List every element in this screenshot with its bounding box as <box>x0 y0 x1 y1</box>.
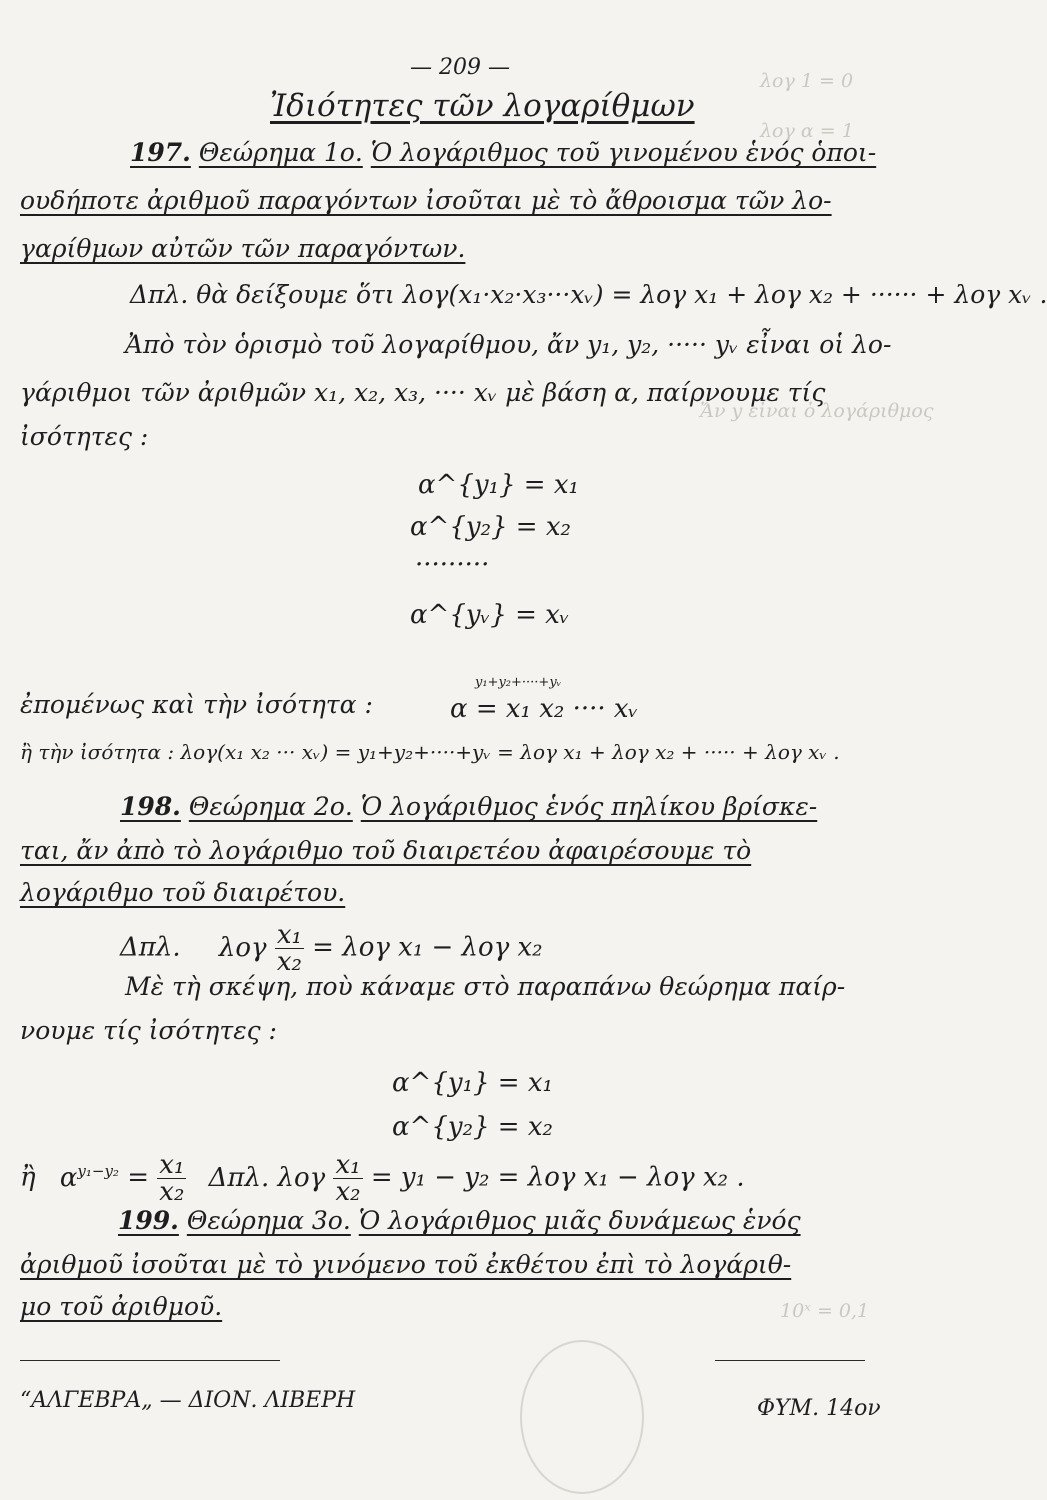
theorem-text: ουδήποτε ἀριθμοῦ παραγόντων ἰσοῦται μὲ τὸ ἄθροισμα τῶν λο- <box>20 186 832 215</box>
proof-statement <box>130 280 1047 309</box>
theorem-label: Θεώρημα 3ο. <box>186 1206 351 1235</box>
document-page: λογ 1 = 0 λογ α = 1 Ἄν y εἶναι ὁ λογάριθμος 10ˣ = 0,1 — 209 — Ἰδιότητες τῶν λογαρίθμων 197. Θεώρημα 1ο. Ὁ λογάριθμος τοῦ γινομένου ἑνός ὁποι- ουδήποτε ἀριθμοῦ παραγόντων ἰσοῦται μὲ τὸ ἄθροισμα τῶν λο- γαρίθμων αὐτῶν τῶν παραγόντων. Δπλ. θὰ δείξουμε ὅτι λογ(x₁·x₂·x₃···xᵥ) = λογ x₁ + λογ x₂ + ······ + λογ xᵥ . Ἀπὸ τὸν ὁρισμὸ τοῦ λογαρίθμου, ἄν y₁, y₂, ····· yᵥ εἶναι οἱ λο- γάριθμοι τῶν ἀριθμῶν x₁, x₂, x₃, ···· xᵥ μὲ βάση α, παίρνουμε τίς ἰσότητες : α^{y₁} = x₁ α^{y₂} = x₂ ········· α^{yᵥ} = xᵥ ἐπομένως καὶ τὴν ἰσότητα : y₁+y₂+····+yᵥ α = x₁ x₂ ···· xᵥ ἢ τὴν ἰσότητα : λογ(x₁ x₂ ··· xᵥ) = y₁+y₂+····+yᵥ = λογ x₁ + λογ x₂ + ····· + λογ xᵥ . 198. Θεώρημα 2ο. Ὁ λογάριθμος ἑνός πηλίκου βρίσκε- ται, ἄν ἀπὸ τὸ λογάριθμο τοῦ διαιρετέου ἀφαιρέσουμε τὸ λογάριθμο τοῦ διαιρέτου. Δπλ. λογ $\frac{\text{x₁}}{\text{x₂}}$ = λογ x₁ − λογ x₂ Μὲ τὴ σκέψη, ποὺ κάναμε στὸ παραπάνω θεώρημα παίρ- νουμε τίς ἰσότητες : α^{y₁} = x₁ α^{y₂} = x₂ ἢ $\alpha^{y_1-y_2}$ = $\frac{\text{x₁}}{\text{x₂}}$ Δπλ. λογ $\frac{\text{x₁}}{\text{x₂}}$ = y₁ − y₂ = λογ x₁ − λογ x₂ . 199. Θεώρημα 3ο. Ὁ λογάριθμος μιᾶς δυνάμεως ἑνός ἀριθμοῦ ἰσοῦται μὲ τὸ γινόμενο τοῦ ἐκθέτου ἐπὶ τὸ λογάριθ- μο τοῦ ἀριθμοῦ. “ΑΛΓΕΒΡΑ„ — ΔΙΟΝ. ΛΙΒΕΡΗ ΦΥΜ. 14ον <box>0 0 974 1500</box>
equation-line: ἢ τὴν ἰσότητα : λογ(x₁ x₂ ··· xᵥ) = y₁+y₂+····+yᵥ = λογ x₁ + λογ x₂ + ····· + λογ xᵥ . <box>20 740 840 764</box>
formula: λογ(x₁·x₂·x₃···xᵥ) = λογ x₁ + λογ x₂ + ······ + λογ xᵥ . <box>402 280 1047 309</box>
proof-intro: Δπλ. θὰ δείξουμε ὅτι <box>130 280 395 309</box>
section-number: 199. <box>118 1206 179 1235</box>
paragraph-line: Μὲ τὴ σκέψη, ποὺ κάναμε στὸ παραπάνω θεώρημα παίρ- <box>125 972 846 1001</box>
paragraph-line: ἰσότητες : <box>20 422 149 451</box>
theorem-text: Ὁ λογάριθμος μιᾶς δυνάμεως ἑνός <box>358 1206 801 1235</box>
library-stamp <box>520 1340 644 1494</box>
exponent: y₁−y₂ <box>77 1161 119 1180</box>
section-number: 198. <box>120 792 181 821</box>
footer-rule <box>20 1360 280 1361</box>
theorem-label: Θεώρημα 2ο. <box>188 792 353 821</box>
equation: α = x₁ x₂ ···· xᵥ <box>450 694 639 724</box>
paragraph-line: Ἀπὸ τὸν ὁρισμὸ τοῦ λογαρίθμου, ἄν y₁, y₂, ····· yᵥ εἶναι οἱ λο- <box>125 330 892 359</box>
exponent: y₁+y₂+····+yᵥ <box>475 675 562 690</box>
theorem-text: Ὁ λογάριθμος τοῦ γινομένου ἑνός ὁποι- <box>370 138 877 167</box>
quotient-derivation: ἢ $\alpha^{y_1-y_2}$ = $\frac{\text{x₁}}{\text{x₂}}$ Δπλ. λογ $\frac{\text{x₁}}{\text{x₂}}$ = y₁ − y₂ = λογ x₁ − λογ x₂ . <box>20 1150 745 1207</box>
paragraph-line: ἐπομένως καὶ τὴν ἰσότητα : <box>20 690 373 719</box>
ellipsis: ········· <box>415 550 490 580</box>
footer-book-title: “ΑΛΓΕΒΡΑ„ — ΔΙΟΝ. ΛΙΒΕΡΗ <box>20 1388 356 1413</box>
equation: α^{y₁} = x₁ <box>418 470 579 500</box>
theorem-label: Θεώρημα 1ο. <box>198 138 363 167</box>
page-number: — 209 — <box>410 55 510 80</box>
theorem-2-heading <box>120 792 817 821</box>
theorem-text: λογάριθμο τοῦ διαιρέτου. <box>20 878 346 907</box>
equation: α^{yᵥ} = xᵥ <box>410 600 570 630</box>
theorem-text: μο τοῦ ἀριθμοῦ. <box>20 1292 223 1321</box>
paragraph-line: γάριθμοι τῶν ἀριθμῶν x₁, x₂, x₃, ···· xᵥ μὲ βάση α, παίρνουμε τίς <box>20 378 826 407</box>
theorem-3-heading <box>118 1206 801 1235</box>
theorem-text: ται, ἄν ἀπὸ τὸ λογάριθμο τοῦ διαιρετέου ἀφαιρέσουμε τὸ <box>20 836 752 865</box>
equation: α^{y₂} = x₂ <box>392 1112 553 1142</box>
equation: α^{y₂} = x₂ <box>410 512 571 542</box>
theorem-text: Ὁ λογάριθμος ἑνός πηλίκου βρίσκε- <box>360 792 818 821</box>
fraction: $\frac{\text{x₁}}{\text{x₂}}$ <box>335 1150 361 1207</box>
footer-rule <box>715 1360 865 1361</box>
theorem-1-heading <box>130 138 876 167</box>
footer-sheet-number: ΦΥΜ. 14ον <box>757 1396 881 1421</box>
section-number: 197. <box>130 138 191 167</box>
fraction: $\frac{\text{x₁}}{\text{x₂}}$ <box>276 920 302 977</box>
theorem-text: γαρίθμων αὐτῶν τῶν παραγόντων. <box>20 234 466 263</box>
paragraph-line: νουμε τίς ἰσότητες : <box>20 1016 277 1045</box>
fraction: $\frac{\text{x₁}}{\text{x₂}}$ <box>159 1150 185 1207</box>
proof-intro: Δπλ. <box>120 932 181 963</box>
quotient-formula: Δπλ. λογ $\frac{\text{x₁}}{\text{x₂}}$ = λογ x₁ − λογ x₂ <box>120 920 543 977</box>
page-title: Ἰδιότητες τῶν λογαρίθμων <box>270 88 695 124</box>
theorem-text: ἀριθμοῦ ἰσοῦται μὲ τὸ γινόμενο τοῦ ἐκθέτου ἐπὶ τὸ λογάριθ- <box>20 1250 792 1279</box>
equation: α^{y₁} = x₁ <box>392 1068 553 1098</box>
